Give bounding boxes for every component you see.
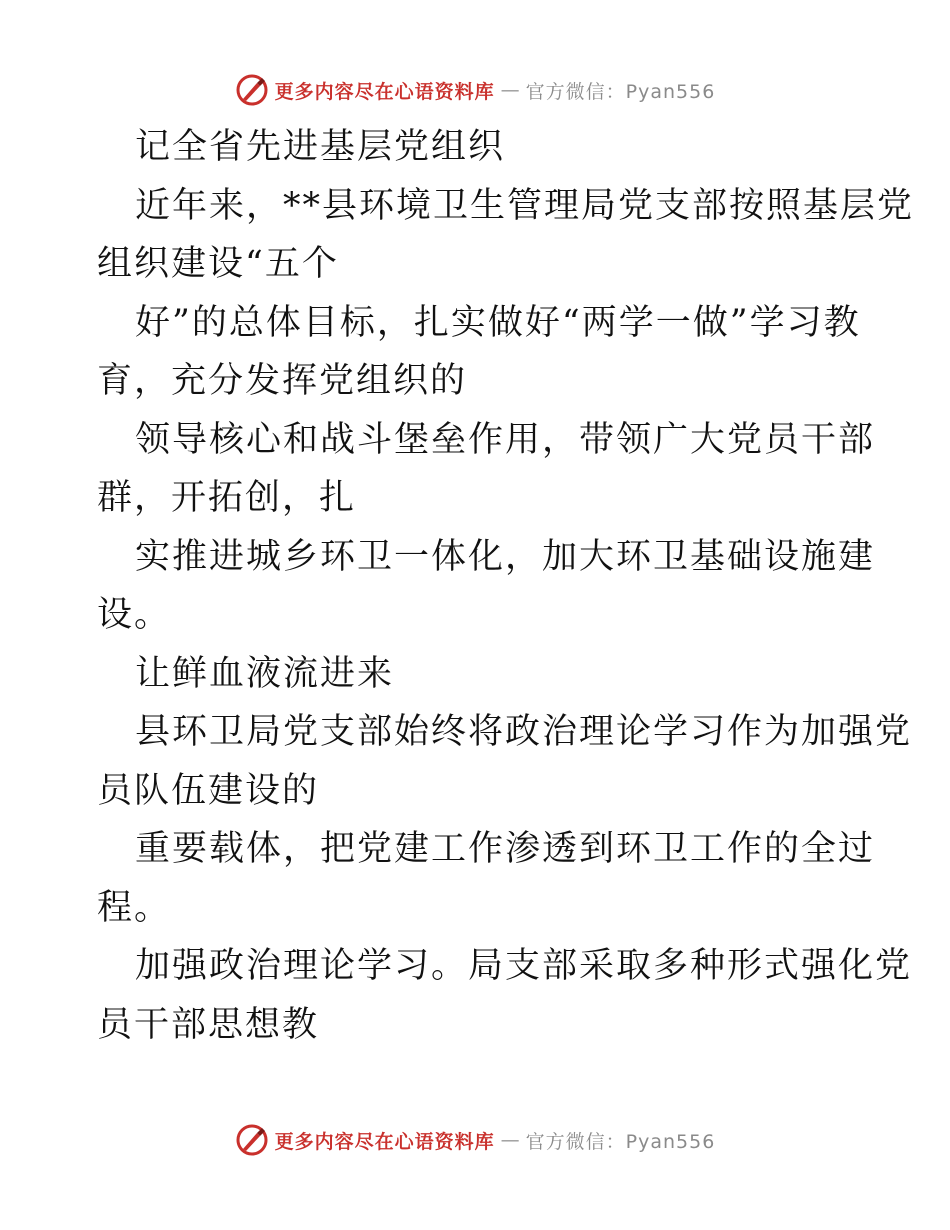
text-line: 近年来，**县环境卫生管理局党支部按照基层党 — [135, 185, 915, 226]
text-line: 组织建设“五个 — [97, 244, 339, 284]
text-line: 员队伍建设的 — [97, 770, 320, 811]
header-contact: 官方微信：Pyan556 — [525, 80, 716, 103]
header-dash: — — [500, 79, 520, 101]
text-line: 员干部思想教 — [97, 1004, 320, 1045]
text-line: 程。 — [97, 887, 172, 928]
pen-logo-icon — [235, 73, 269, 107]
footer-contact: 官方微信：Pyan556 — [525, 1130, 716, 1153]
text-line: 设。 — [97, 595, 172, 635]
text-line: 让鲜血液流进来 — [135, 653, 395, 694]
text-line: 实推进城乡环卫一体化，加大环卫基础设施建 — [135, 536, 876, 577]
footer-banner-content — [235, 1123, 716, 1157]
text-line: 好”的总体目标，扎实做好“两学一做”学习教 — [135, 302, 861, 343]
text-line: 加强政治理论学习。局支部采取多种形式强化党 — [135, 946, 913, 986]
text-line: 育，充分发挥党组织的 — [97, 361, 468, 401]
footer-banner — [0, 1120, 950, 1160]
text-line: 记全省先进基层党组织 — [135, 127, 506, 167]
text-line: 县环卫局党支部始终将政治理论学习作为加强党 — [135, 712, 913, 752]
text-line: 领导核心和战斗堡垒作用，带领广大党员干部 — [135, 419, 876, 460]
text-line: 群，开拓创，扎 — [97, 478, 357, 518]
pen-logo-icon — [235, 1123, 269, 1157]
footer-slogan: 更多内容尽在心语资料库 — [274, 1130, 495, 1153]
header-slogan: 更多内容尽在心语资料库 — [274, 80, 495, 103]
text-line: 重要载体，把党建工作渗透到环卫工作的全过 — [135, 829, 876, 869]
footer-dash: — — [500, 1129, 520, 1151]
header-banner — [0, 70, 950, 110]
header-banner-content — [235, 73, 716, 107]
document-body — [97, 118, 915, 1054]
